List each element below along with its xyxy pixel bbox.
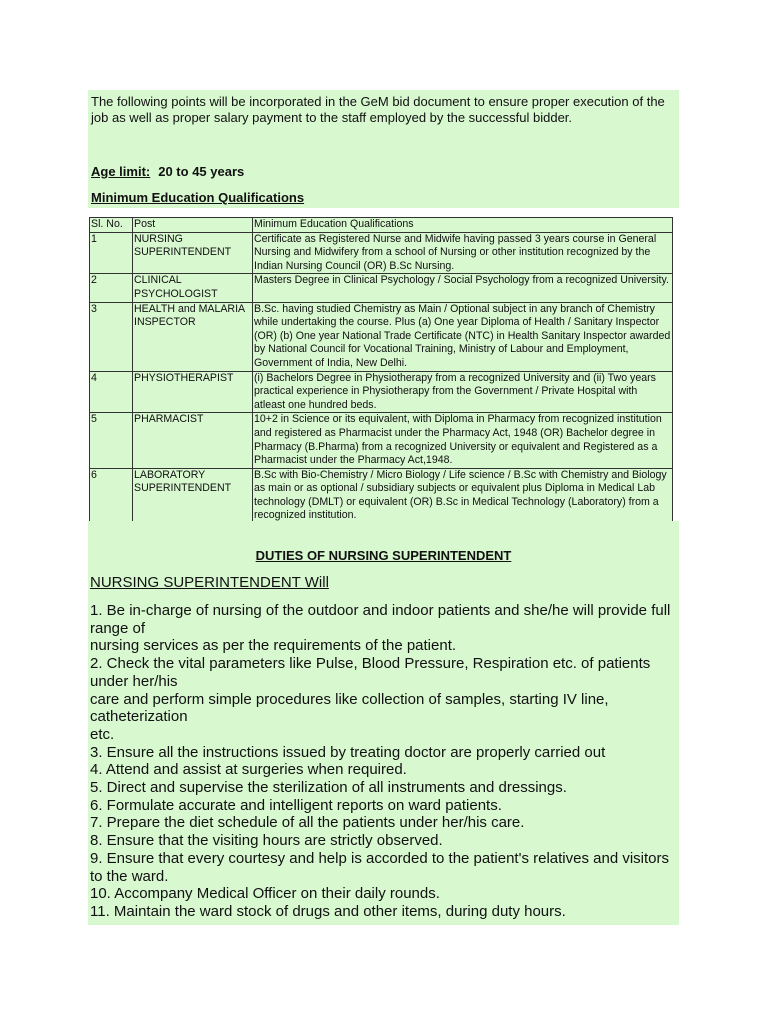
list-item: 4. Attend and assist at surgeries when required.	[90, 761, 407, 779]
table-row	[90, 302, 673, 371]
cell-post: HEALTH and MALARIA INSPECTOR	[133, 302, 253, 371]
cell-sl-no: 2	[90, 274, 133, 302]
table-row	[90, 371, 673, 413]
cell-post: PHYSIOTHERAPIST	[133, 371, 253, 413]
list-item: 2. Check the vital parameters like Pulse, Blood Pressure, Respiration etc. of patients under her/his	[90, 655, 651, 690]
header-qualifications: Minimum Education Qualifications	[253, 218, 673, 233]
qualifications-table	[89, 217, 673, 524]
age-limit-row	[91, 164, 244, 179]
list-item: 3. Ensure all the instructions issued by treating doctor are properly carried out	[90, 743, 606, 761]
cell-sl-no: 3	[90, 302, 133, 371]
cell-sl-no: 5	[90, 413, 133, 468]
cell-post: NURSING SUPERINTENDENT	[133, 232, 253, 274]
age-limit-label: Age limit:	[91, 164, 151, 179]
list-item: 1. Be in-charge of nursing of the outdoor and indoor patients and she/he will provide full range of	[90, 602, 671, 637]
cell-post: CLINICAL PSYCHOLOGIST	[133, 274, 253, 302]
duties-section	[88, 521, 679, 925]
table-row	[90, 413, 673, 468]
cell-sl-no: 1	[90, 232, 133, 274]
intro-section	[88, 90, 679, 208]
duties-heading: DUTIES OF NURSING SUPERINTENDENT	[255, 548, 512, 563]
table-row	[90, 468, 673, 523]
list-item: etc.	[90, 725, 115, 743]
cell-qualification: 10+2 in Science or its equivalent, with Diploma in Pharmacy from recognized institution and registered as Pharmacist under the Pharmacy Act, 1948 (OR) Bachelor degree in Pharmacy (B.Pharma) from a recognized University or equivalent and Registered as a Pharmacist under the Pharmacy Act,1948.	[253, 413, 673, 468]
list-item: 6. Formulate accurate and intelligent reports on ward patients.	[90, 796, 502, 814]
table-row	[90, 232, 673, 274]
list-item: nursing services as per the requirements of the patient.	[90, 637, 457, 655]
list-item: 10. Accompany Medical Officer on their daily rounds.	[90, 885, 440, 903]
header-post: Post	[133, 218, 253, 233]
cell-qualification: (i) Bachelors Degree in Physiotherapy from a recognized University and (ii) Two years practical experience in Physiotherapy from the Government / Private Hospital with atleast one hundred beds.	[253, 371, 673, 413]
table-row	[90, 274, 673, 302]
table-header-row	[90, 218, 673, 233]
list-item: 7. Prepare the diet schedule of all the patients under her/his care.	[90, 814, 525, 832]
duties-subheading: NURSING SUPERINTENDENT Will	[90, 574, 329, 591]
cell-qualification: Certificate as Registered Nurse and Midwife having passed 3 years course in General Nursing and Midwifery from a school of Nursing or other institution recognized by the Indian Nursing Council (OR) B.Sc Nursing.	[253, 232, 673, 274]
list-item: 9. Ensure that every courtesy and help is accorded to the patient's relatives and visitors to the ward.	[90, 849, 670, 885]
cell-qualification: B.Sc. having studied Chemistry as Main / Optional subject in any branch of Chemistry while undertaking the course. Plus (a) One year Diploma of Health / Sanitary Inspector (OR) (b) One year National Trade Certificate (NTC) in Health Sanitary Inspector awarded by National Council for Vocational Training, Ministry of Labour and Employment, Government of India, New Delhi.	[253, 302, 673, 371]
list-item: care and perform simple procedures like collection of samples, starting IV line, catheterization	[90, 690, 609, 726]
cell-post: LABORATORY SUPERINTENDENT	[133, 468, 253, 523]
duties-list	[90, 602, 679, 921]
age-limit-value: 20 to 45 years	[158, 164, 245, 179]
header-sl-no: Sl. No.	[90, 218, 133, 233]
intro-paragraph: The following points will be incorporated in the GeM bid document to ensure proper execution of the job as well as proper salary payment to the staff employed by the successful bidder.	[91, 94, 665, 125]
list-item: 11. Maintain the ward stock of drugs and other items, during duty hours.	[90, 902, 566, 920]
cell-qualification: Masters Degree in Clinical Psychology / Social Psychology from a recognized University.	[253, 274, 673, 302]
cell-sl-no: 4	[90, 371, 133, 413]
cell-sl-no: 6	[90, 468, 133, 523]
list-item: 8. Ensure that the visiting hours are strictly observed.	[90, 832, 443, 850]
list-item: 5. Direct and supervise the sterilization of all instruments and dressings.	[90, 779, 567, 797]
education-heading: Minimum Education Qualifications	[91, 190, 305, 205]
cell-qualification: B.Sc with Bio-Chemistry / Micro Biology / Life science / B.Sc with Chemistry and Biology as main or as optional / subsidiary subjects or equivalent plus Diploma in Medical Lab technology (DMLT) or equivalent (OR) B.Sc in Medical Technology (Laboratory) from a recognized institution.	[253, 468, 673, 523]
cell-post: PHARMACIST	[133, 413, 253, 468]
